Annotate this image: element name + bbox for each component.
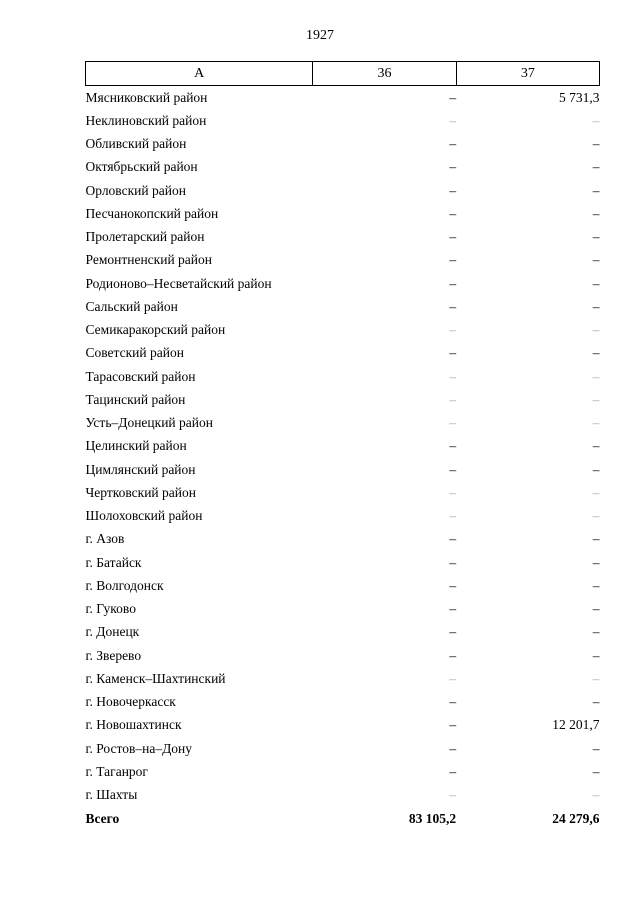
row-col-37: – [592, 763, 600, 779]
row-col-37: – [592, 554, 600, 570]
row-col-36: – [449, 298, 457, 314]
row-name: г. Новошахтинск [85, 717, 182, 733]
table-row [86, 458, 600, 481]
row-name: г. Новочеркасск [85, 694, 176, 710]
row-col-37: – [592, 577, 600, 593]
table-row [86, 598, 600, 621]
row-col-36: – [449, 624, 457, 640]
row-name: Тарасовский район [85, 368, 196, 384]
header-col-36: 36 [313, 62, 456, 86]
table-row [86, 179, 600, 202]
row-col-37: – [592, 252, 600, 268]
row-name: Цимлянский район [85, 461, 196, 477]
header-col-a: А [86, 62, 313, 86]
row-col-36: – [449, 647, 457, 663]
table-row [86, 342, 600, 365]
row-col-36: – [449, 438, 457, 454]
row-name: г. Батайск [85, 554, 142, 570]
row-col-36: – [449, 508, 457, 524]
row-name: г. Таганрог [85, 763, 148, 779]
table-row [86, 156, 600, 179]
row-col-36: – [449, 554, 457, 570]
table-row [86, 737, 600, 760]
row-name: г. Гуково [85, 601, 136, 617]
row-name: Мясниковский район [85, 89, 208, 105]
row-col-36: – [449, 182, 457, 198]
row-col-36: – [449, 89, 457, 105]
row-name: Тацинский район [85, 391, 186, 407]
row-col-37: – [592, 531, 600, 547]
row-col-37: – [592, 647, 600, 663]
row-name: Ремонтненский район [85, 252, 212, 268]
table-row [86, 133, 600, 156]
row-col-36: – [449, 787, 457, 803]
row-col-37: – [592, 508, 600, 524]
table-row [86, 667, 600, 690]
row-name: г. Шахты [85, 787, 138, 803]
table-row [86, 644, 600, 667]
table-row [86, 481, 600, 504]
table-row [86, 784, 600, 807]
table-row [86, 412, 600, 435]
total-row [86, 807, 600, 831]
row-col-37: – [592, 787, 600, 803]
table-row [86, 691, 600, 714]
row-col-36: – [449, 391, 457, 407]
row-col-36: – [449, 670, 457, 686]
row-col-37: – [592, 601, 600, 617]
page-number: 1927 [306, 28, 334, 43]
table-row [86, 714, 600, 737]
row-col-37: – [592, 136, 600, 152]
row-col-36: – [449, 740, 457, 756]
table-row [86, 365, 600, 388]
row-col-36: – [449, 601, 457, 617]
row-col-37: 5 731,3 [559, 89, 600, 105]
row-col-36: – [449, 368, 457, 384]
row-name: Советский район [85, 345, 184, 361]
table-row [86, 272, 600, 295]
row-col-36: – [449, 577, 457, 593]
header-col-37: 37 [456, 62, 599, 86]
row-col-37: – [592, 484, 600, 500]
row-name: Целинский район [85, 438, 187, 454]
row-col-37: – [592, 322, 600, 338]
row-col-37: – [592, 670, 600, 686]
row-col-36: – [449, 763, 457, 779]
row-col-36: – [449, 252, 457, 268]
row-col-36: – [449, 275, 457, 291]
table-header-row [86, 62, 600, 86]
row-name: Усть–Донецкий район [85, 415, 213, 431]
row-col-37: – [592, 740, 600, 756]
row-name: г. Донецк [85, 624, 140, 640]
row-name: Шолоховский район [85, 508, 203, 524]
table-row [86, 574, 600, 597]
row-name: Родионово–Несветайский район [85, 275, 272, 291]
row-col-36: – [449, 531, 457, 547]
row-name: Чертковский район [85, 484, 196, 500]
table-row [86, 760, 600, 783]
row-col-36: – [449, 484, 457, 500]
row-col-37: – [592, 438, 600, 454]
row-col-36: – [449, 159, 457, 175]
row-col-36: – [449, 415, 457, 431]
row-col-36: – [449, 229, 457, 245]
table-row [86, 295, 600, 318]
row-name: Неклиновский район [85, 112, 207, 128]
row-name: г. Азов [85, 531, 125, 547]
row-name: Обливский район [85, 136, 187, 152]
row-col-36: – [449, 694, 457, 710]
row-col-36: – [449, 717, 457, 733]
row-col-37: – [592, 205, 600, 221]
row-col-37: – [592, 159, 600, 175]
row-col-36: – [449, 136, 457, 152]
table-body [86, 86, 600, 807]
row-col-37: – [592, 368, 600, 384]
row-name: Орловский район [85, 182, 186, 198]
row-name: Семикаракорский район [85, 322, 226, 338]
row-col-37: – [592, 694, 600, 710]
row-col-37: – [592, 391, 600, 407]
table-row [86, 551, 600, 574]
row-col-36: – [449, 345, 457, 361]
row-name: г. Зверево [85, 647, 142, 663]
row-col-37: – [592, 298, 600, 314]
row-name: г. Волгодонск [85, 577, 164, 593]
row-col-37: 12 201,7 [552, 717, 600, 733]
row-col-36: – [449, 112, 457, 128]
total-label: Всего [85, 810, 120, 826]
table-row [86, 202, 600, 225]
report-table [85, 61, 600, 831]
row-col-37: – [592, 275, 600, 291]
total-col-36: 83 105,2 [408, 810, 457, 826]
row-col-37: – [592, 182, 600, 198]
row-col-37: – [592, 624, 600, 640]
table-row [86, 109, 600, 132]
row-name: Сальский район [85, 298, 178, 314]
row-col-36: – [449, 322, 457, 338]
row-name: Октябрьский район [85, 159, 198, 175]
row-col-36: – [449, 461, 457, 477]
table-row [86, 226, 600, 249]
table-row [86, 319, 600, 342]
row-col-36: – [449, 205, 457, 221]
total-col-37: 24 279,6 [552, 810, 600, 826]
row-col-37: – [592, 345, 600, 361]
row-name: Пролетарский район [85, 229, 205, 245]
row-col-37: – [592, 461, 600, 477]
table-row [86, 528, 600, 551]
table-row [86, 505, 600, 528]
table-row [86, 621, 600, 644]
row-col-37: – [592, 415, 600, 431]
table-row [86, 388, 600, 411]
row-name: г. Ростов–на–Дону [85, 740, 193, 756]
row-col-37: – [592, 229, 600, 245]
table-row [86, 249, 600, 272]
row-col-37: – [592, 112, 600, 128]
table-row [86, 435, 600, 458]
table-row [86, 86, 600, 110]
row-name: г. Каменск–Шахтинский [85, 670, 226, 686]
row-name: Песчанокопский район [85, 205, 219, 221]
